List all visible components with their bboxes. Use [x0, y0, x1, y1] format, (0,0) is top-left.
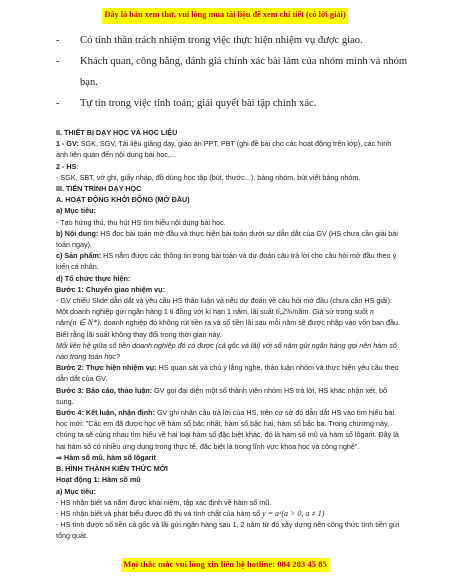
hotline-banner — [0, 558, 450, 572]
content-paragraph: b) Nội dung: HS đọc bài toán mở đầu và thực hiện bài toán dưới sự dẫn dắt của GV (HS chưa cần giải bài toán ngay). — [56, 228, 398, 250]
subsection-heading: A. HOẠT ĐỘNG KHỞI ĐỘNG (MỞ ĐẦU) — [56, 195, 190, 205]
section-heading: B. HÌNH THÀNH KIẾN THỨC MỚI — [56, 464, 168, 474]
gv-materials: 1 - GV: SGK, SGV, Tài liệu giảng dạy, giáo án PPT, PBT (ghi đề bài cho các hoạt động trên lớp), các hình ảnh liên quan đến nội dung bài học,... — [56, 139, 392, 160]
activity-heading: Hoạt động 1: Hàm số mũ — [56, 475, 141, 485]
objective-item: - Có tinh thần trách nhiệm trong việc thực hiện nhiệm vụ được giao. — [56, 35, 363, 46]
step3-paragraph: Bước 3: Báo cáo, thảo luận: GV gọi đại diện một số thành viên nhóm HS trả lời, HS khác nhận xét, bổ sung. — [56, 385, 388, 406]
exponential-formula: y = aˣ(a > 0, a ≠ 1) — [262, 508, 325, 518]
product-paragraph: c) Sản phẩm: HS nắm được các thông tin trong bài toán và dự đoán câu trả lời cho câu hỏi mở đầu theo ý kiến cá nhân. — [56, 251, 397, 272]
hs-materials: - SGK, SBT, vở ghi, giấy nháp, đồ dùng học tập (bút, thước...), bảng nhóm, bút viết bảng nhóm. — [56, 172, 361, 182]
opening-question: Mối liên hệ giữa số tiền doanh nghiệp đó có được (cả gốc và lãi) với số năm gửi ngân hàng gọi nên hàm số nào trong toán học? — [56, 340, 397, 362]
goal-label: a) Mục tiêu: — [56, 206, 96, 216]
goal-line: - HS nhận biết và nắm được khái niệm, tập xác định về hàm số mũ. — [56, 497, 272, 507]
interest-rate: 6,2% — [275, 307, 293, 317]
preview-banner — [0, 8, 450, 24]
step-label: Bước 1: Chuyển giao nhiệm vụ: — [56, 284, 165, 294]
step1-paragraph: - GV chiếu Slide dẫn dắt và yêu cầu HS thảo luận và nêu dự đoán về câu hỏi mở đầu (chưa cần HS giải): Một doanh nghiệp gửi ngân hàng 1 tỉ đồng với kì hạn 1 năm, lãi suất 6,2%/năm. Giả sử trong suốt n năm(n ∈ N*), doanh nghiệp đó không rút tiền ra và số tiền lãi sau mỗi năm sẽ được nhập vào vốn ban đầu. Biết rằng lãi suất không thay đổi trong thời gian này. — [56, 296, 401, 339]
step2-paragraph: Bước 2: Thực hiện nhiệm vụ: HS quan sát và chú ý lắng nghe, thảo luận nhóm và thực hiện yêu cầu theo dẫn dắt của GV. — [56, 363, 399, 384]
set-notation: (n ∈ N*) — [69, 318, 100, 328]
organization-label: d) Tổ chức thực hiện: — [56, 273, 131, 283]
conclusion-arrow: ⇒ Hàm số mũ. hàm số lôgarit — [56, 452, 156, 462]
hotline-text: Mọi thắc mắc vui lòng xin liên hệ hotline: 084 283 45 85 — [121, 558, 328, 572]
objective-item: - Khách quan, công bằng, đánh giá chính xác bài làm của nhóm mình và nhóm bạn. — [56, 56, 408, 88]
goal-label: a) Mục tiêu: — [56, 486, 96, 496]
var-n: n — [369, 307, 374, 317]
section-heading: II. THIẾT BỊ DẠY HỌC VÀ HỌC LIỆU — [56, 128, 178, 137]
hs-materials-label: 2 - HS: — [56, 161, 79, 171]
goal-text: - Tạo hứng thú, thu hút HS tìm hiểu nội dung bài học. — [56, 217, 226, 227]
goal-line: - HS nhận biết và phát biểu được đồ thị và tính chất của hàm số y = aˣ(a > 0, a ≠ 1) — [56, 508, 325, 518]
document-body — [56, 127, 404, 542]
step4-paragraph: Bước 4: Kết luận, nhận định: GV ghi nhận câu trả lời của HS, trên cơ sở đó dẫn dắt HS vào tìm hiểu bài học mới: "Các em đã được học về hàm số bậc nhất, hàm số bậc hai, hàm số bậc ba. Trong chương này, chúng ta sẽ cùng nhau tìm hiểu về hai loại hàm số đặc biệt khác, đó là hàm số mũ và hàm số lôgarit. Đây là hai hàm số có nhiều ứng dụng trong thực tế, đặc biệt là trong lĩnh vực khoa học và công nghệ". — [56, 408, 399, 451]
goal-line: - HS tính được số tiền cả gốc và lãi gửi ngân hàng sau 1, 2 năm từ đó xây dựng nên công thức tính tiền gửi tổng quát. — [56, 520, 400, 541]
objective-item: - Tự tin trong việc tính toán; giải quyết bài tập chính xác. — [56, 98, 317, 109]
objectives-list — [56, 30, 426, 114]
section-heading: III. TIẾN TRÌNH DẠY HỌC — [56, 184, 142, 194]
preview-banner-text: Đây là bản xem thử, vui lòng mua tài liệu để xem chi tiết (có lời giải) — [102, 8, 347, 24]
